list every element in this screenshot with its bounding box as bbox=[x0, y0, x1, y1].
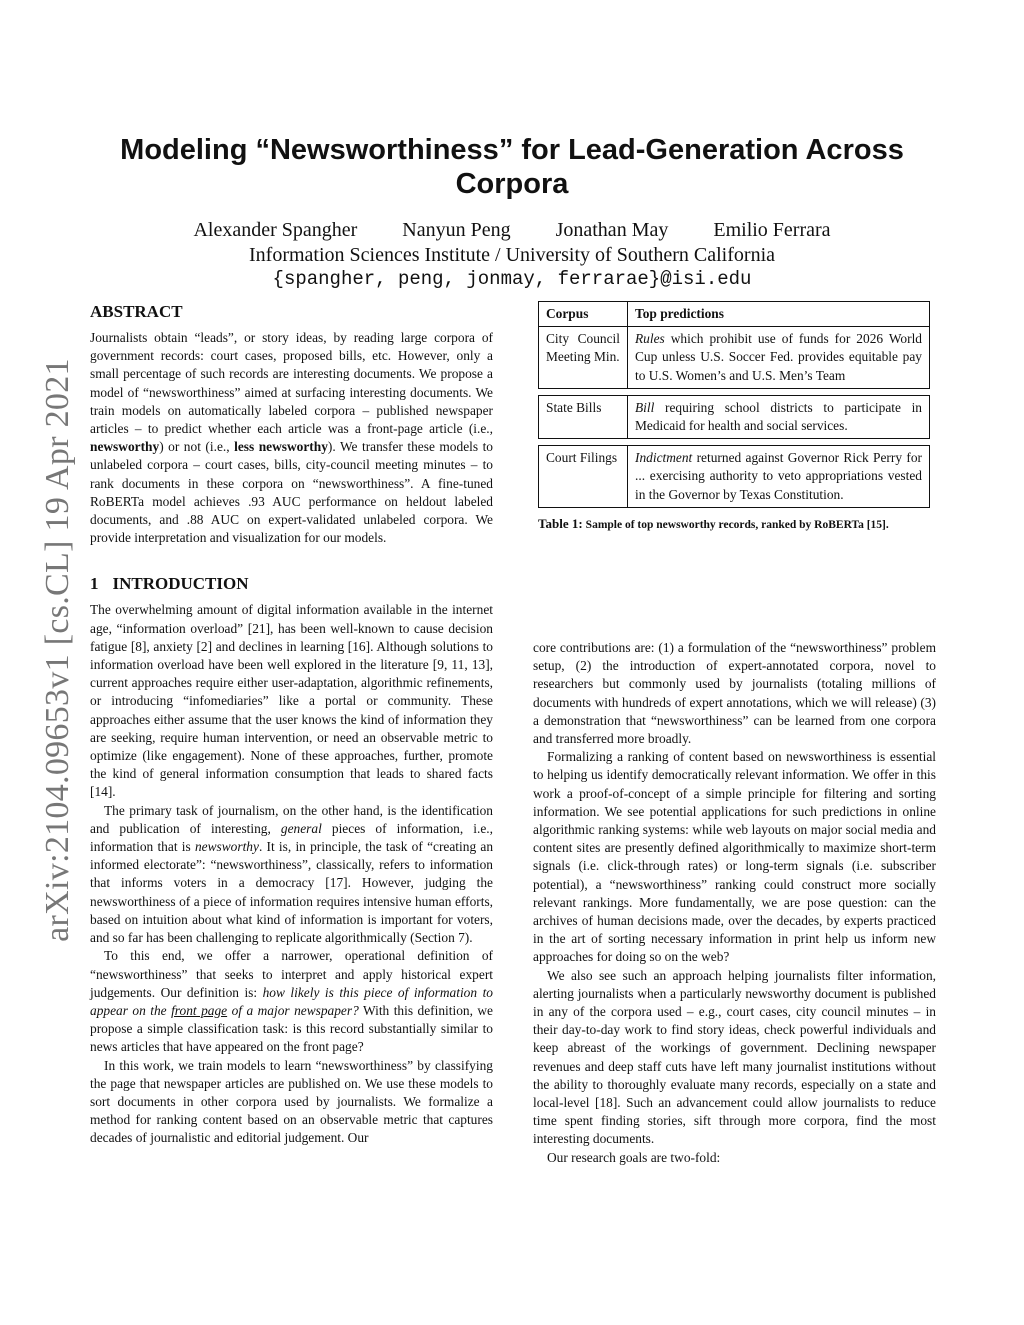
prediction-text: requiring school districts to participate in Medicaid for health and social services. bbox=[635, 399, 922, 434]
author-name: Jonathan May bbox=[555, 219, 669, 241]
table-1 bbox=[538, 301, 930, 533]
prediction-cell bbox=[628, 446, 930, 508]
corpus-cell: Court Filings bbox=[539, 446, 628, 508]
table-row bbox=[539, 446, 930, 508]
underlined-term: front page bbox=[171, 1002, 228, 1018]
section-title: INTRODUCTION bbox=[112, 574, 249, 594]
author-name: Nanyun Peng bbox=[402, 219, 511, 241]
text-part: The primary task of journalism, on the other hand, is the identification and publication of interesting, bbox=[90, 802, 493, 836]
prediction-type: Rules bbox=[635, 331, 665, 347]
right-column bbox=[533, 639, 936, 1167]
abstract-text-part: ) or not (i.e., bbox=[159, 439, 235, 455]
left-column bbox=[90, 301, 493, 1148]
caption-text: Sample of top newsworthy records, ranked by RoBERTa [15]. bbox=[585, 518, 889, 531]
table-row bbox=[539, 327, 930, 389]
section-number: 1 bbox=[90, 574, 99, 594]
intro-paragraph: The overwhelming amount of digital information available in the internet age, “information overload” [21], has been well-known to cause decision fatigue [8], anxiety [2] and declines in learning [16]. Although solutions to information overload have been well explored in the literature [9, 11, 13], current approaches require either user-adaptation, algorithmic refinements, or introducing “infomediaries” like a portal or community. These approaches either assume that the user knows the kind of information they are seeking, require human intervention, or need an observable metric to optimize (like engagement). None of these approaches, further, promote the kind of general information consumption that leads to shared facts [14]. bbox=[90, 602, 493, 800]
paper-title: Modeling “Newsworthiness” for Lead-Generation Across Corpora bbox=[120, 134, 904, 200]
arxiv-id-text: arXiv:2104.09653v1 [cs.CL] 19 Apr 2021 bbox=[39, 358, 76, 942]
emphasis: newsworthy bbox=[194, 839, 259, 855]
corpus-cell: City Council Meeting Min. bbox=[539, 327, 628, 389]
author-name: Alexander Spangher bbox=[193, 219, 358, 241]
table-header-predictions: Top predictions bbox=[628, 302, 930, 327]
body-paragraph: Formalizing a ranking of content based on newsworthiness is essential to helping us identify democratically relevant information. We offer in this work a proof-of-concept of a simple principle for filtering and sorting information. We see potential applications for such predictions in online algorithmic ranking systems: while web layouts on major social media and content sites are presently defined algorithmically to maximize short-term signals (i.e. click-through rates) or long-term signals (i.e. subscriber potential), a “newsworthiness” ranking could construct more socially relevant rankings. More fundamentally, we are pose question: can the archives of human decisions made, over the decades, by experts practiced in the art of sorting necessary information in print help us inform new approaches for doing so on the web? bbox=[533, 749, 936, 965]
corpus-cell: State Bills bbox=[539, 395, 628, 438]
prediction-text: which prohibit use of funds for 2026 World Cup unless U.S. Soccer Fed. provides equitable pay to U.S. Women’s and U.S. Men’s Team bbox=[635, 331, 922, 383]
author-name: Emilio Ferrara bbox=[713, 219, 831, 241]
intro-paragraph: In this work, we train models to learn “newsworthiness” by classifying the page that newspaper articles are published on. We use these models to sort documents in other corpora used by journalists. We formalize a method for ranking content based on an observable metric that captures decades of journalistic and editorial judgement. Our bbox=[90, 1057, 493, 1146]
predictions-table bbox=[538, 301, 930, 508]
abstract-bold-term: less newsworthy bbox=[234, 439, 328, 455]
text-part: To this end, we offer a narrower, operational definition of “newsworthiness” that seeks to interpret and apply historical expert judgements. Our definition is: bbox=[90, 948, 493, 1000]
abstract-heading: ABSTRACT bbox=[90, 302, 183, 321]
abstract-text-part: Journalists obtain “leads”, or story ideas, by reading large corpora of government records: court cases, proposed bills, etc. However, only a small percentage of such records are interesting documents. We propose a model of “newsworthiness” aimed at surfacing interesting documents. We train models on automatically labeled corpora – published newspaper articles – to predict whether each article was a front-page article (i.e., bbox=[90, 330, 493, 437]
table-header-row bbox=[539, 302, 930, 327]
prediction-text: returned against Governor Rick Perry for ... exercising authority to veto appropriations vested in the Governor by Texas Constitution. bbox=[635, 450, 922, 502]
emphasis: how likely is this piece of information to appear on the bbox=[90, 984, 493, 1018]
prediction-type: Indictment bbox=[635, 450, 693, 466]
intro-heading bbox=[90, 573, 493, 595]
body-paragraph: Our research goals are two-fold: bbox=[547, 1149, 721, 1165]
prediction-type: Bill bbox=[635, 399, 655, 415]
table-header-corpus: Corpus bbox=[539, 302, 628, 327]
caption-label: Table 1: bbox=[538, 515, 583, 531]
text-part: With this definition, we propose a simple classification task: is this record substantially similar to news articles that have appeared on the front page? bbox=[90, 1002, 494, 1055]
table-caption bbox=[538, 516, 930, 533]
arxiv-side-label bbox=[28, 350, 88, 950]
emphasis: general bbox=[280, 820, 322, 836]
body-paragraph: We also see such an approach helping journalists filter information, alerting journalists when a particularly newsworthy document is published in any of the corpora used – e.g., court cases, city council minutes – in their day-to-day work to find story ideas, check powerful individuals and keep abreast of the workings of government. Declining newspaper revenues and deep staff cuts have left many journalist institutions without the ability to thoroughly evaluate many records, especially on a state and local-level [18]. Such an advancement could allow journalists to reduce time spent finding stories, sift through more corpora, find the most interesting documents. bbox=[533, 967, 936, 1147]
intro-paragraph bbox=[90, 947, 493, 1056]
author-emails: {spangher, peng, jonmay, ferrarae}@isi.edu bbox=[272, 268, 752, 290]
prediction-cell bbox=[628, 327, 930, 389]
emphasis: of a major newspaper? bbox=[227, 1002, 359, 1018]
affiliation: Information Sciences Institute / University of Southern California bbox=[249, 244, 775, 266]
body-paragraph: core contributions are: (1) a formulation of the “newsworthiness” problem setup, (2) the introduction of expert-annotated corpora, novel to researchers but commonly used by journalists (totaling millions of documents with hundreds of expert annotations, which we will release) (3) a demonstration that “newsworthiness” can be learned from one corpora and transferred more broadly. bbox=[533, 640, 936, 747]
prediction-cell bbox=[628, 395, 930, 438]
intro-paragraph bbox=[90, 802, 493, 948]
abstract-bold-term: newsworthy bbox=[90, 439, 160, 455]
abstract-body bbox=[90, 329, 493, 547]
author-list bbox=[100, 219, 924, 242]
text-part: pieces of information, i.e., information that is bbox=[90, 820, 493, 855]
abstract-text-part: ). We transfer these models to unlabeled corpora – court cases, bills, city-council meeting minutes – to rank documents in these corpora on “newsworthiness”. A fine-tuned RoBERTa model achieves .93 AUC performance on heldout labeled documents, and .88 AUC on expert-validated unlabeled corpora. We provide interpretation and visualization for our models. bbox=[90, 439, 493, 546]
text-part: . It is, in principle, the task of “creating an informed electorate”: “newsworthiness”, classically, refers to information that informs voters in a democracy [17]. However, judging the newsworthiness of a piece of information requires intensive human efforts, based on intuition about what kind of information is important for voters, and so far has been challenging to replicate algorithmically (Section 7). bbox=[90, 839, 494, 946]
table-row bbox=[539, 395, 930, 438]
